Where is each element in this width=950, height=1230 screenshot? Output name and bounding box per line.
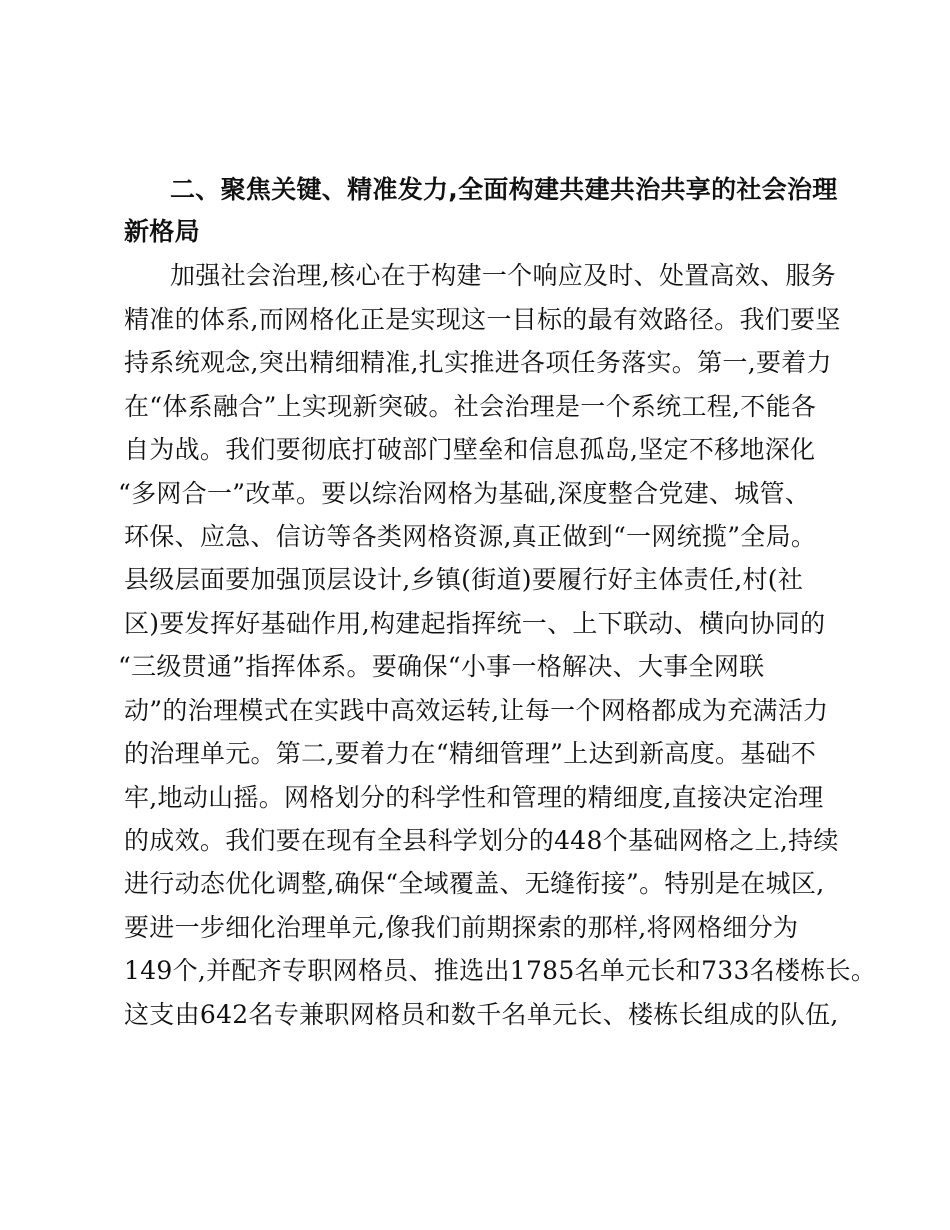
body-line-16: 要进一步细化治理单元,像我们前期探索的那样,将网格细分为 — [124, 913, 799, 942]
body-line-3: 持系统观念,突出精细精准,扎实推进各项任务落实。第一,要着力 — [124, 348, 832, 377]
body-line-13: 牢,地动山摇。网格划分的科学性和管理的精细度,直接决定治理 — [124, 783, 824, 812]
body-line-9: 区)要发挥好基础作用,构建起指挥统一、上下联动、横向协同的 — [124, 609, 826, 638]
body-line-17: 149个,并配齐专职网格员、推选出1785名单元长和733名楼栋长。 — [124, 956, 877, 985]
heading-line-1: 二、聚焦关键、精准发力,全面构建共建共治共享的社会治理 — [170, 175, 838, 204]
body-line-6: “多网合一”改革。要以综治网格为基础,深度整合党建、城管、 — [118, 479, 811, 508]
body-line-4: 在“体系融合”上实现新突破。社会治理是一个系统工程,不能各 — [124, 392, 817, 421]
body-line-8: 县级层面要加强顶层设计,乡镇(街道)要履行好主体责任,村(社 — [124, 565, 804, 594]
body-line-12: 的治理单元。第二,要着力在“精细管理”上达到新高度。基础不 — [124, 739, 817, 768]
body-line-5: 自为战。我们要彻底打破部门壁垒和信息孤岛,坚定不移地深化 — [124, 435, 816, 464]
body-line-14: 的成效。我们要在现有全县科学划分的448个基础网格之上,持续 — [124, 826, 839, 855]
body-line-7: 环保、应急、信访等各类网格资源,真正做到“一网统揽”全局。 — [124, 522, 817, 551]
body-line-10: “三级贯通”指挥体系。要确保“小事一格解决、大事全网联 — [118, 652, 765, 681]
body-line-1: 加强社会治理,核心在于构建一个响应及时、处置高效、服务 — [170, 261, 837, 290]
body-line-2: 精准的体系,而网格化正是实现这一目标的最有效路径。我们要坚 — [124, 305, 841, 334]
body-line-18: 这支由642名专兼职网格员和数千名单元长、楼栋长组成的队伍, — [124, 1000, 839, 1029]
body-line-15: 进行动态优化调整,确保“全域覆盖、无缝衔接”。特别是在城区, — [124, 869, 825, 898]
body-line-11: 动”的治理模式在实践中高效运转,让每一个网格都成为充满活力 — [124, 696, 829, 725]
heading-line-2: 新格局 — [124, 217, 200, 246]
